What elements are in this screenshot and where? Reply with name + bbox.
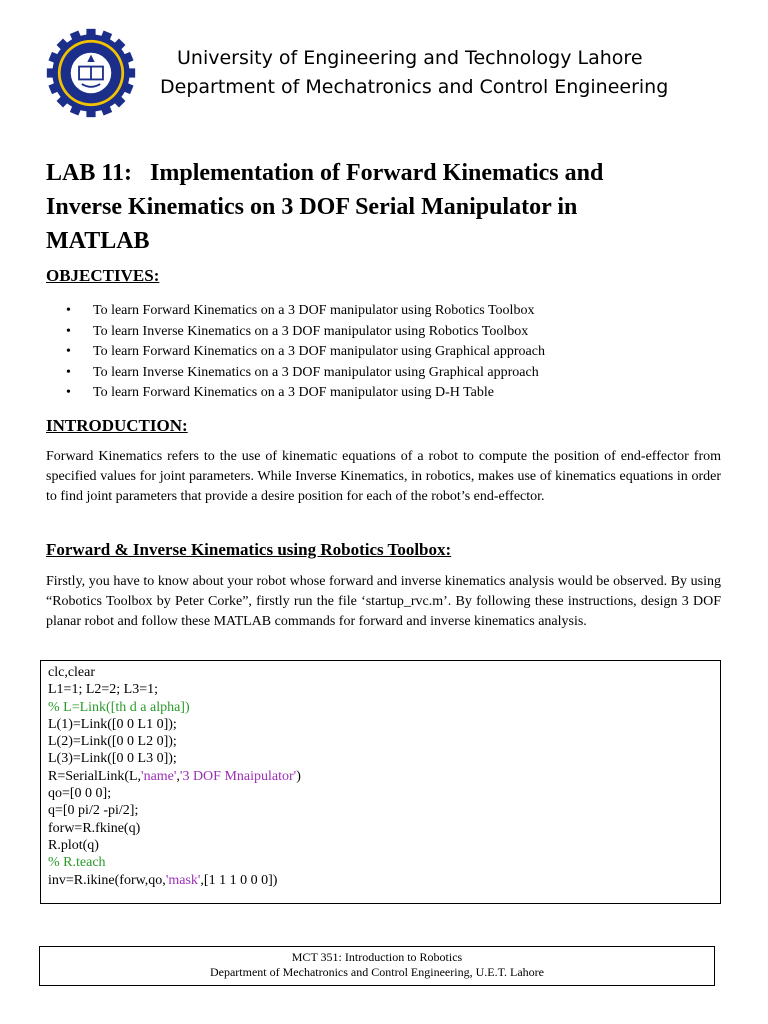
objectives-list <box>66 301 545 404</box>
code-line: L(2)=Link([0 0 L2 0]); <box>48 734 177 750</box>
code-string: 'name' <box>141 768 177 784</box>
bullet-icon: • <box>66 303 71 318</box>
code-line: R.plot(q) <box>48 837 99 853</box>
bullet-icon: • <box>66 323 71 339</box>
bullet-icon: • <box>66 385 71 400</box>
code-string: 'mask' <box>165 872 201 888</box>
code-line: L(1)=Link([0 0 L1 0]); <box>48 716 177 732</box>
list-item: • To learn Forward Kinematics on a 3 DOF manipulator using Graphical approach <box>66 342 545 363</box>
code-string: '3 DOF Mnaipulator' <box>179 768 297 784</box>
university-name: University of Engineering and Technology Lahore <box>177 47 643 69</box>
page-footer <box>39 946 715 986</box>
lab-title-line3: MATLAB <box>46 228 150 254</box>
bullet-icon: • <box>66 364 71 380</box>
list-item: • To learn Inverse Kinematics on a 3 DOF manipulator using Graphical approach <box>66 363 545 384</box>
department-name: Department of Mechatronics and Control Engineering <box>160 76 669 98</box>
code-line: R=SerialLink(L,'name','3 DOF Mnaipulator') <box>48 768 301 784</box>
bullet-icon: • <box>66 344 71 359</box>
introduction-paragraph: Forward Kinematics refers to the use of kinematic equations of a robot to compute the position of end-effector from specified values for joint parameters. While Inverse Kinematics, in robotics, makes use of kinematics equations in order to find joint parameters that provide a desire position for each of the robot’s end-effector. <box>46 449 721 504</box>
list-item: • To learn Forward Kinematics on a 3 DOF manipulator using Robotics Toolbox <box>66 301 545 322</box>
lab-title <box>46 156 736 258</box>
code-line: inv=R.ikine(forw,qo,'mask',[1 1 1 0 0 0]) <box>48 872 278 888</box>
footer-department: Department of Mechatronics and Control Engineering, U.E.T. Lahore <box>209 965 544 979</box>
code-line: L1=1; L2=2; L3=1; <box>48 682 159 698</box>
code-line: L(3)=Link([0 0 L3 0]); <box>48 751 177 767</box>
objectives-heading: OBJECTIVES: <box>46 266 160 285</box>
footer-course: MCT 351: Introduction to Robotics <box>291 950 463 964</box>
code-line: clc,clear <box>48 665 96 680</box>
lab-title-line1: LAB 11: Implementation of Forward Kinematics and <box>46 160 604 186</box>
matlab-code-block <box>40 660 721 904</box>
code-line: forw=R.fkine(q) <box>48 820 141 836</box>
university-seal-icon <box>45 27 137 119</box>
university-header <box>160 44 720 102</box>
code-line: q=[0 pi/2 -pi/2]; <box>48 803 139 819</box>
list-item: • To learn Forward Kinematics on a 3 DOF manipulator using D-H Table <box>66 383 545 404</box>
code-comment: % R.teach <box>48 855 106 871</box>
lab-title-line2: Inverse Kinematics on 3 DOF Serial Manipulator in <box>46 194 578 220</box>
list-item: • To learn Inverse Kinematics on a 3 DOF manipulator using Robotics Toolbox <box>66 322 545 343</box>
code-line: qo=[0 0 0]; <box>48 786 112 802</box>
toolbox-paragraph: Firstly, you have to know about your robot whose forward and inverse kinematics analysis would be observed. By using “Robotics Toolbox by Peter Corke”, firstly run the file ‘startup_rvc.m’. By following these instructions, design 3 DOF planar robot and follow these MATLAB commands for forward and inverse kinematics analysis. <box>46 574 721 629</box>
toolbox-heading: Forward & Inverse Kinematics using Robotics Toolbox: <box>46 540 452 559</box>
code-comment: % L=Link([th d a alpha]) <box>48 699 190 715</box>
introduction-heading: INTRODUCTION: <box>46 416 188 435</box>
